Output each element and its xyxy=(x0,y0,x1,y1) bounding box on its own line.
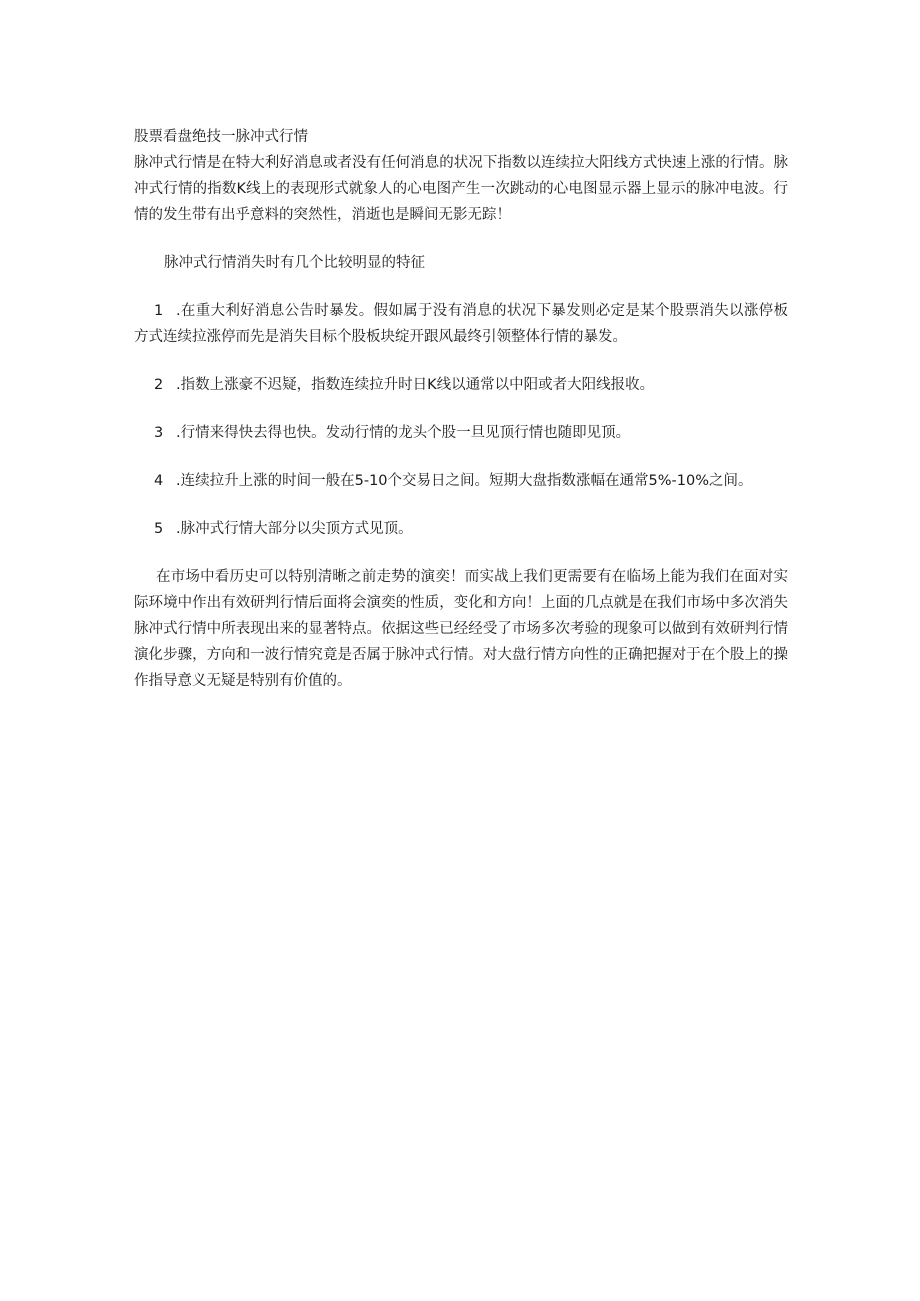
feature-text: .脉冲式行情大部分以尖顶方式见顶。 xyxy=(176,521,413,537)
closing-paragraph: 在市场中看历史可以特别清晰之前走势的演奕！而实战上我们更需要有在临场上能为我们在面对实际环境中作出有效研判行情后面将会演奕的性质，变化和方向！上面的几点就是在我们市场中多次消失脉冲式行情中所表现出来的显著特点。依据这些已经经受了市场多次考验的现象可以做到有效研判行情演化步骤，方向和一波行情究竟是否属于脉冲式行情。对大盘行情方向性的正确把握对于在个股上的操作指导意义无疑是特别有价值的。 xyxy=(134,569,788,689)
feature-number: 5 xyxy=(154,521,164,537)
feature-item-4 xyxy=(134,468,788,494)
feature-item-1 xyxy=(134,298,788,350)
feature-text: .行情来得快去得也快。发动行情的龙头个股一旦见顶行情也随即见顶。 xyxy=(176,425,631,441)
document-page xyxy=(134,124,788,694)
feature-text: .连续拉升上涨的时间一般在5-10个交易日之间。短期大盘指数涨幅在通常5%-10%之间。 xyxy=(176,473,753,489)
features-subheading: 脉冲式行情消失时有几个比较明显的特征 xyxy=(164,255,425,271)
feature-item-3 xyxy=(134,420,788,446)
feature-number: 4 xyxy=(154,473,164,489)
feature-text: .指数上涨豪不迟疑，指数连续拉升时日K线以通常以中阳或者大阳线报收。 xyxy=(176,377,655,393)
feature-text: .在重大利好消息公告时暴发。假如属于没有消息的状况下暴发则必定是某个股票消失以涨停板方式连续拉涨停而先是消失目标个股板块绽开跟风最终引领整体行情的暴发。 xyxy=(134,303,788,345)
feature-number: 1 xyxy=(154,303,164,319)
feature-number: 2 xyxy=(154,377,164,393)
intro-paragraph: 脉冲式行情是在特大利好消息或者没有任何消息的状况下指数以连续拉大阳线方式快速上涨的行情。脉冲式行情的指数K线上的表现形式就象人的心电图产生一次跳动的心电图显示器上显示的脉冲电波。行情的发生带有出乎意料的突然性，消逝也是瞬间无影无踪！ xyxy=(134,155,788,223)
feature-number: 3 xyxy=(154,425,164,441)
feature-item-2 xyxy=(134,372,788,398)
document-title: 股票看盘绝技一脉冲式行情 xyxy=(134,129,308,145)
feature-item-5 xyxy=(134,516,788,542)
